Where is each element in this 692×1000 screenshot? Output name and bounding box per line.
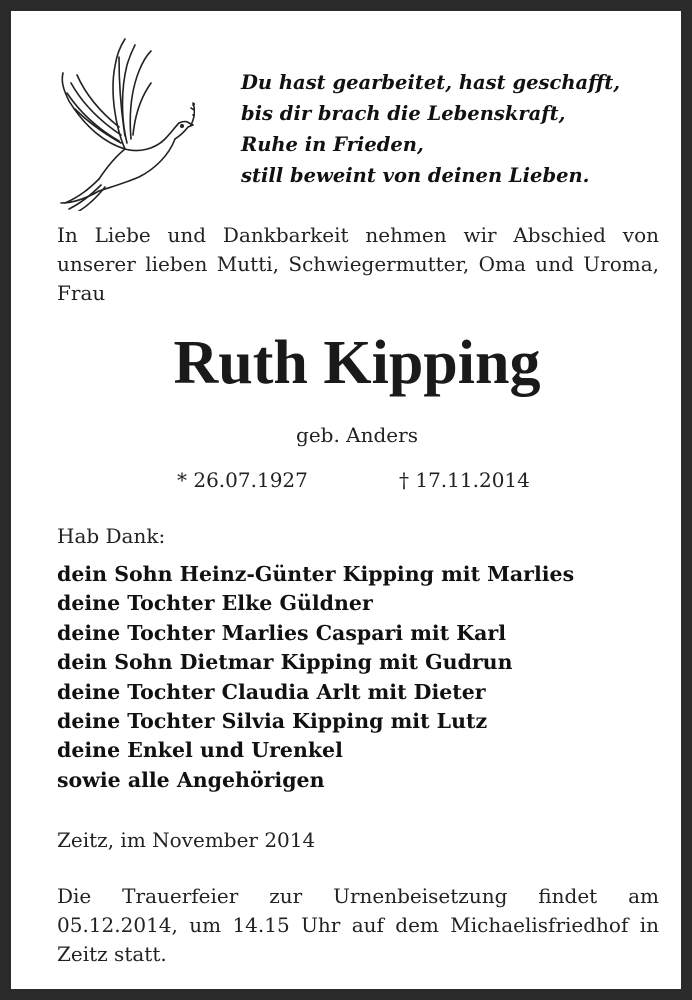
maiden-name: geb. Anders	[296, 423, 418, 447]
poem-line: bis dir brach die Lebenskraft,	[241, 102, 566, 125]
funeral-notice: Die Trauerfeier zur Urnenbeisetzung findet am 05.12.2014, um 14.15 Uhr auf dem Michaelisfriedhof in Zeitz statt.	[57, 884, 659, 966]
birth-date: * 26.07.1927	[177, 468, 308, 492]
mourner-entry: deine Tochter Silvia Kipping mit Lutz	[57, 709, 488, 734]
mourner-entry: sowie alle Angehörigen	[57, 767, 325, 792]
poem	[241, 67, 620, 191]
mourner-entry: deine Enkel und Urenkel	[57, 738, 343, 763]
poem-line: still beweint von deinen Lieben.	[241, 164, 590, 187]
mourner-entry: deine Tochter Marlies Caspari mit Karl	[57, 620, 506, 645]
mourners-list	[57, 560, 574, 795]
thanks-heading: Hab Dank:	[57, 524, 166, 548]
mourner-entry: deine Tochter Elke Güldner	[57, 591, 373, 616]
mourner-entry: deine Tochter Claudia Arlt mit Dieter	[57, 679, 486, 704]
mourner-entry: dein Sohn Dietmar Kipping mit Gudrun	[57, 650, 513, 675]
poem-line: Du hast gearbeitet, hast geschafft,	[241, 71, 621, 94]
mourner-entry: dein Sohn Heinz-Günter Kipping mit Marlies	[57, 562, 575, 586]
deceased-name: Ruth Kipping	[173, 329, 541, 397]
dove-icon	[55, 31, 195, 211]
place-and-date: Zeitz, im November 2014	[57, 828, 316, 852]
death-date: † 17.11.2014	[399, 468, 530, 492]
intro-text: In Liebe und Dankbarkeit nehmen wir Abschied von unserer lieben Mutti, Schwiegermutter, Oma und Uroma, Frau	[57, 223, 659, 305]
poem-line: Ruhe in Frieden,	[241, 133, 424, 156]
